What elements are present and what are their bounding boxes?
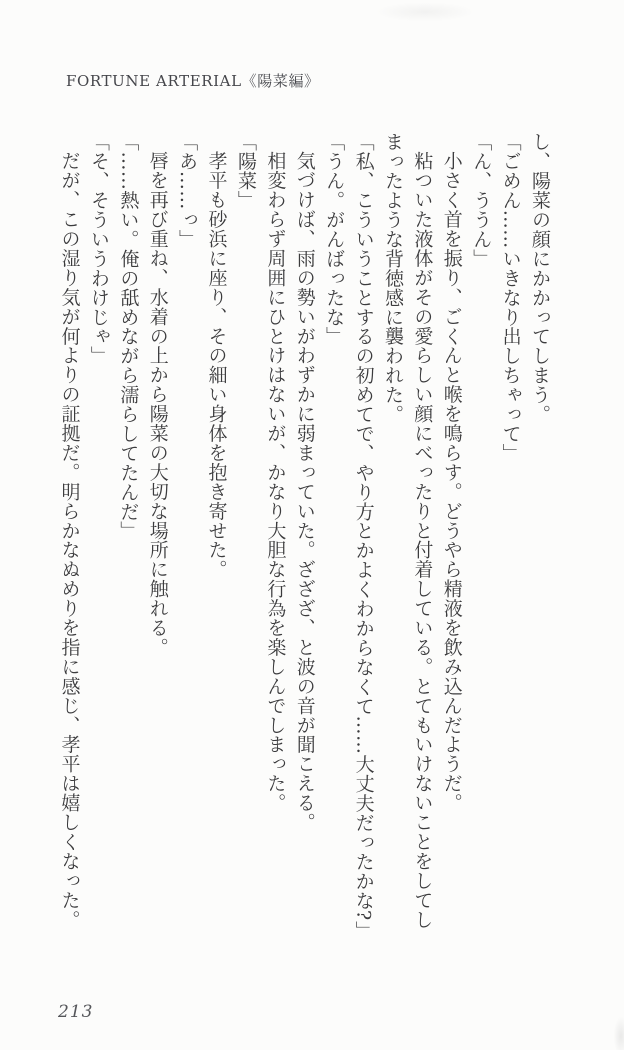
- paragraph: 唇を再び重ね、水着の上から陽菜の大切な場所に触れる。: [146, 151, 169, 657]
- paragraph: 「……熱い。俺の舐めながら濡らしてたんだ」: [117, 132, 140, 541]
- paragraph: 気づけば、雨の勢いがわずかに弱まっていた。ざざざ、と波の音が聞こえる。: [293, 151, 316, 832]
- paragraph: 相変わらず周囲にひとけはないが、かなり大胆な行為を楽しんでしまった。: [264, 151, 287, 813]
- paragraph: 「ん、ううん」: [470, 132, 493, 269]
- paragraph: 「私、こういうことするの初めてで、やり方とかよくわからなくて……大丈夫だったかな?」: [352, 132, 375, 941]
- paragraph: し、陽菜の顔にかかってしまう。: [529, 132, 551, 424]
- paragraph: 孝平も砂浜に座り、その細い身体を抱き寄せた。: [205, 151, 228, 579]
- paragraph: 「そ、そういうわけじゃ」: [87, 132, 110, 366]
- paragraph: 「陽菜」: [234, 132, 257, 210]
- paragraph: だが、この湿り気が何よりの証拠だ。明らかなぬめりを指に感じ、孝平は嬉しくなった。: [58, 151, 81, 929]
- paragraph: 「あ……っ」: [176, 132, 199, 249]
- page-body: [54, 132, 554, 948]
- running-header: FORTUNE ARTERIAL《陽菜編》: [66, 72, 320, 90]
- paragraph: 粘ついた液体がその愛らしい顔にべったりと付着している。とてもいけないことをしてしまったような背徳感に襲われた。: [381, 132, 434, 929]
- paragraph: 「ごめん……いきなり出しちゃって」: [499, 132, 522, 463]
- paragraph: 小さく首を振り、ごくんと喉を鳴らす。どうやら精液を飲み込んだようだ。: [440, 151, 463, 813]
- paragraph: 「うん。がんばったな」: [323, 132, 346, 346]
- page-number: 213: [58, 1002, 94, 1022]
